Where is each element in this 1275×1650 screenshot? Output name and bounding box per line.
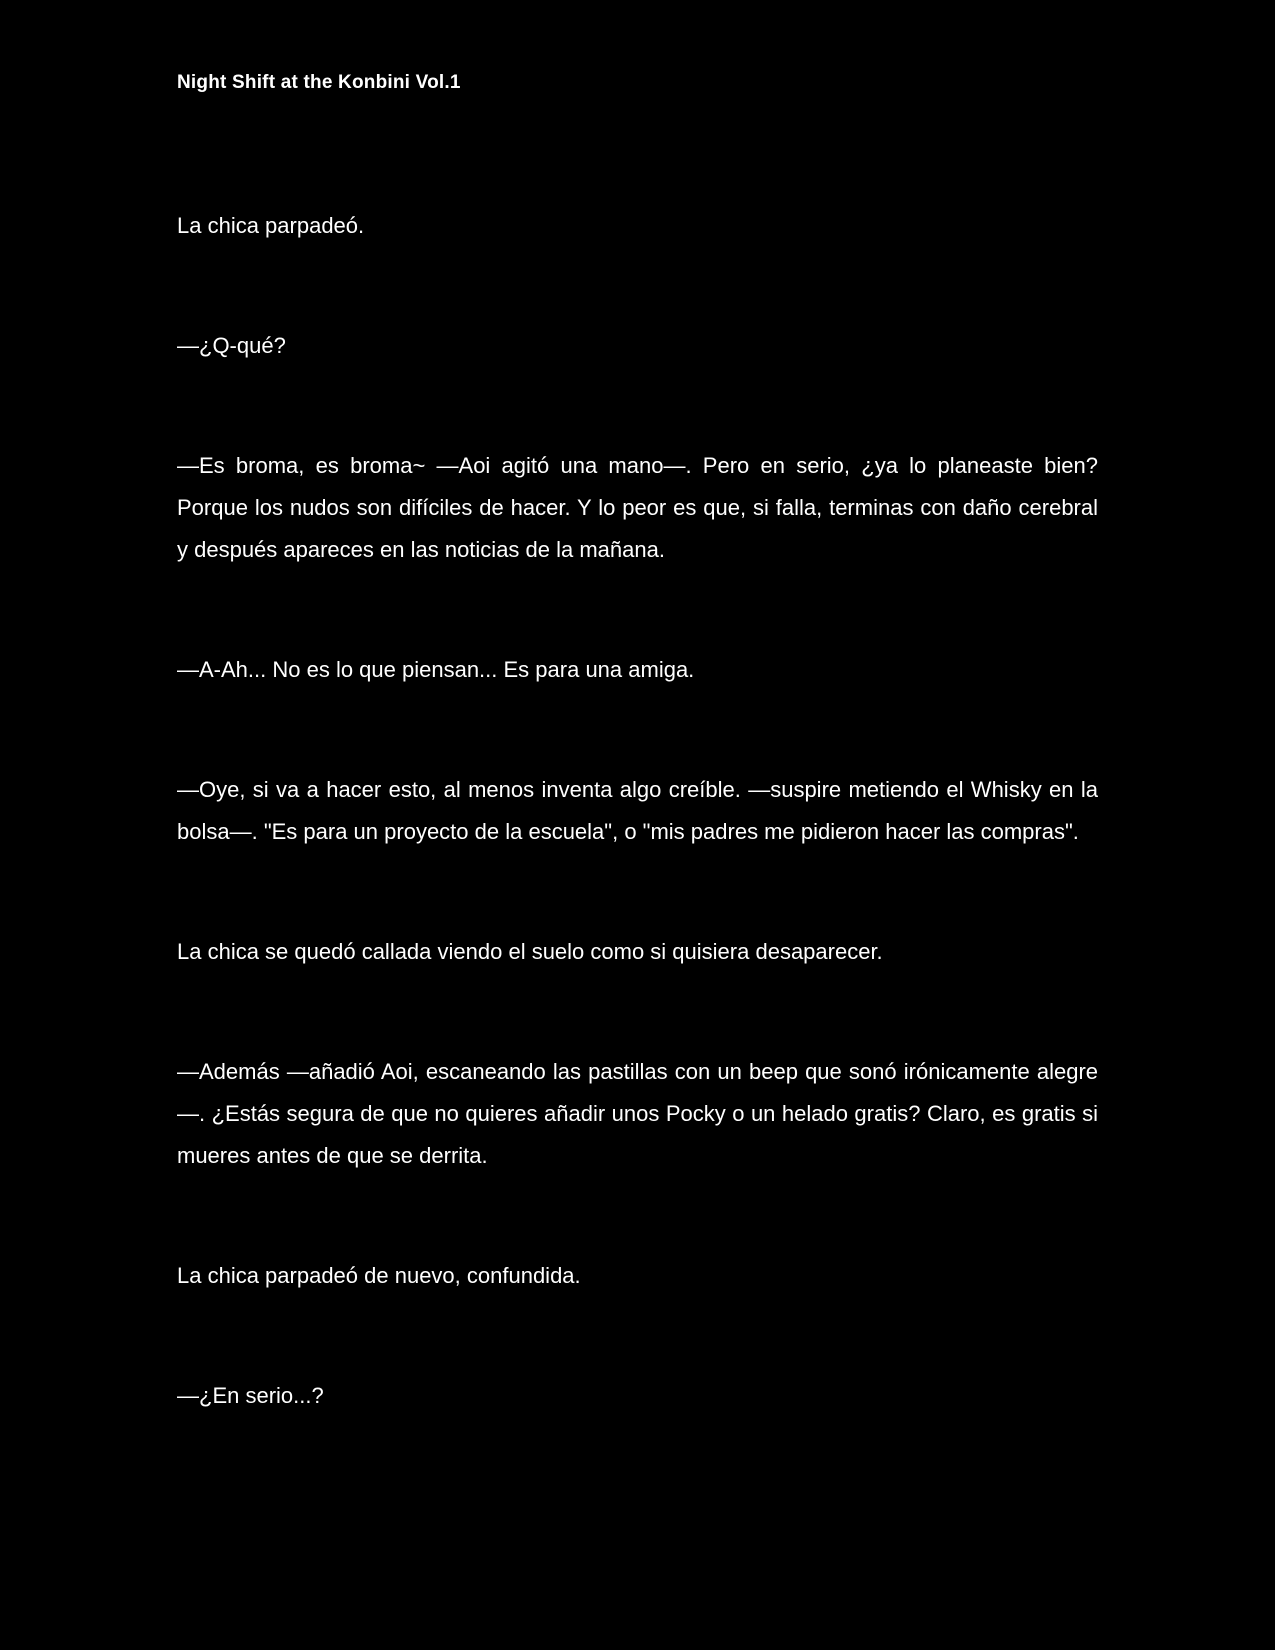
paragraph: —Además —añadió Aoi, escaneando las pastillas con un beep que sonó irónicamente alegre—. ¿Estás segura de que no quieres añadir unos Pocky o un helado gratis? Claro, es gratis si mueres antes de que se derrita. — [177, 1059, 1098, 1168]
running-header: Night Shift at the Konbini Vol.1 — [177, 72, 461, 93]
paragraph: —¿En serio...? — [177, 1383, 324, 1408]
paragraph: —A-Ah... No es lo que piensan... Es para una amiga. — [177, 657, 695, 682]
paragraph: La chica se quedó callada viendo el suelo como si quisiera desaparecer. — [177, 939, 883, 964]
paragraph: —Es broma, es broma~ —Aoi agitó una mano—. Pero en serio, ¿ya lo planeaste bien? Porque los nudos son difíciles de hacer. Y lo peor es que, si falla, terminas con daño cerebral y después apareces en las noticias de la mañana. — [177, 453, 1098, 562]
paragraph: La chica parpadeó de nuevo, confundida. — [177, 1263, 581, 1288]
paragraph: —¿Q-qué? — [177, 333, 286, 358]
paragraph: —Oye, si va a hacer esto, al menos inventa algo creíble. —suspire metiendo el Whisky en la bolsa—. "Es para un proyecto de la escuela", o "mis padres me pidieron hacer las compras". — [177, 777, 1098, 844]
story-text — [177, 205, 1098, 1495]
paragraph: La chica parpadeó. — [177, 213, 365, 238]
